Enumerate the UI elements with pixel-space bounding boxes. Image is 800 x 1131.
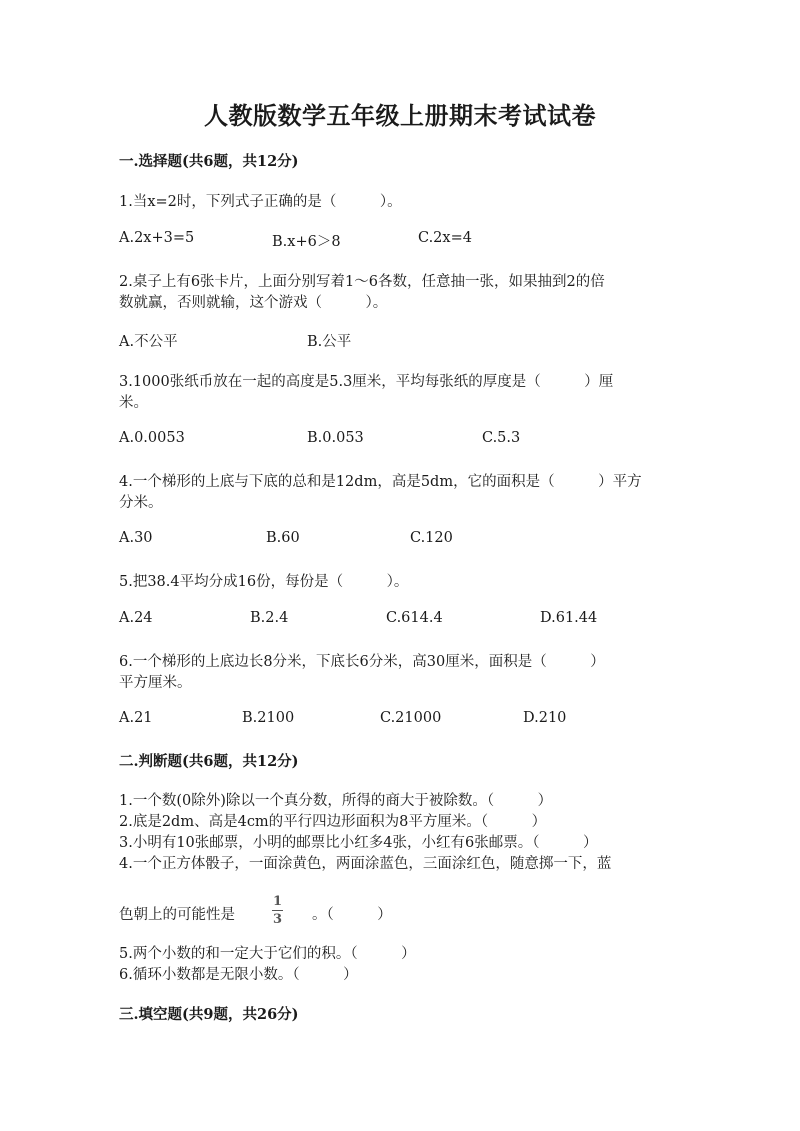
section-heading-choice: 一.选择题(共6题，共12分) xyxy=(119,153,299,170)
question-6-option-d: D.210 xyxy=(523,710,567,726)
question-5-option-a: A.24 xyxy=(119,610,153,626)
section-heading-fill-blank: 三.填空题(共9题，共26分) xyxy=(119,1006,299,1023)
question-6-option-a: A.21 xyxy=(119,710,153,726)
question-3-line-2: 米。 xyxy=(119,395,148,411)
judgement-item-4-prefix: 色朝上的可能性是 xyxy=(119,907,235,923)
question-2-line-1: 2.桌子上有6张卡片，上面分别写着1～6各数，任意抽一张，如果抽到2的倍 xyxy=(119,274,605,290)
question-6-option-c: C.21000 xyxy=(380,710,442,726)
question-4-option-b: B.60 xyxy=(266,530,300,546)
question-3-option-b: B.0.053 xyxy=(307,430,364,446)
probability-fraction xyxy=(272,895,283,926)
fraction-numerator: 1 xyxy=(272,894,283,909)
judgement-item-6: 6.循环小数都是无限小数。（ ） xyxy=(119,967,358,983)
question-6-line-1: 6.一个梯形的上底边长8分米，下底长6分米，高30厘米，面积是（ ） xyxy=(119,654,605,670)
judgement-item-3: 3.小明有10张邮票，小明的邮票比小红多4张，小红有6张邮票。（ ） xyxy=(119,835,598,851)
question-1-option-b: B.x+6＞8 xyxy=(272,234,341,250)
section-heading-judgement: 二.判断题(共6题，共12分) xyxy=(119,753,299,770)
question-5-option-b: B.2.4 xyxy=(250,610,289,626)
question-5-option-d: D.61.44 xyxy=(540,610,598,626)
question-6-option-b: B.2100 xyxy=(242,710,295,726)
question-3-option-c: C.5.3 xyxy=(482,430,521,446)
question-1-option-c: C.2x=4 xyxy=(418,230,472,246)
question-2-line-2: 数就赢，否则就输，这个游戏（ ）。 xyxy=(119,295,388,311)
judgement-item-1: 1.一个数(0除外)除以一个真分数，所得的商大于被除数。（ ） xyxy=(119,793,553,809)
question-2-option-a: A.不公平 xyxy=(119,334,178,350)
page-title: 人教版数学五年级上册期末考试试卷 xyxy=(204,101,596,130)
question-1-option-a: A.2x+3=5 xyxy=(119,230,195,246)
question-4-line-1: 4.一个梯形的上底与下底的总和是12dm，高是5dm，它的面积是（ ）平方 xyxy=(119,474,642,490)
judgement-item-2: 2.底是2dm、高是4cm的平行四边形面积为8平方厘米。（ ） xyxy=(119,814,547,830)
question-4-line-2: 分米。 xyxy=(119,495,163,511)
question-5-stem: 5.把38.4平均分成16份，每份是（ ）。 xyxy=(119,574,409,590)
judgement-item-5: 5.两个小数的和一定大于它们的积。（ ） xyxy=(119,946,416,962)
fraction-bar xyxy=(272,910,283,911)
question-3-line-1: 3.1000张纸币放在一起的高度是5.3厘米，平均每张纸的厚度是（ ）厘 xyxy=(119,374,614,390)
question-3-option-a: A.0.0053 xyxy=(119,430,185,446)
question-5-option-c: C.614.4 xyxy=(386,610,443,626)
fraction-denominator: 3 xyxy=(272,912,283,927)
judgement-item-4-suffix: 。（ ） xyxy=(312,907,392,923)
question-4-option-c: C.120 xyxy=(410,530,453,546)
judgement-item-4-line-1: 4.一个正方体骰子，一面涂黄色，两面涂蓝色，三面涂红色，随意掷一下，蓝 xyxy=(119,856,612,872)
question-2-option-b: B.公平 xyxy=(307,334,352,350)
question-4-option-a: A.30 xyxy=(119,530,153,546)
question-1-stem: 1.当x=2时，下列式子正确的是（ ）。 xyxy=(119,194,402,210)
question-6-line-2: 平方厘米。 xyxy=(119,675,192,691)
